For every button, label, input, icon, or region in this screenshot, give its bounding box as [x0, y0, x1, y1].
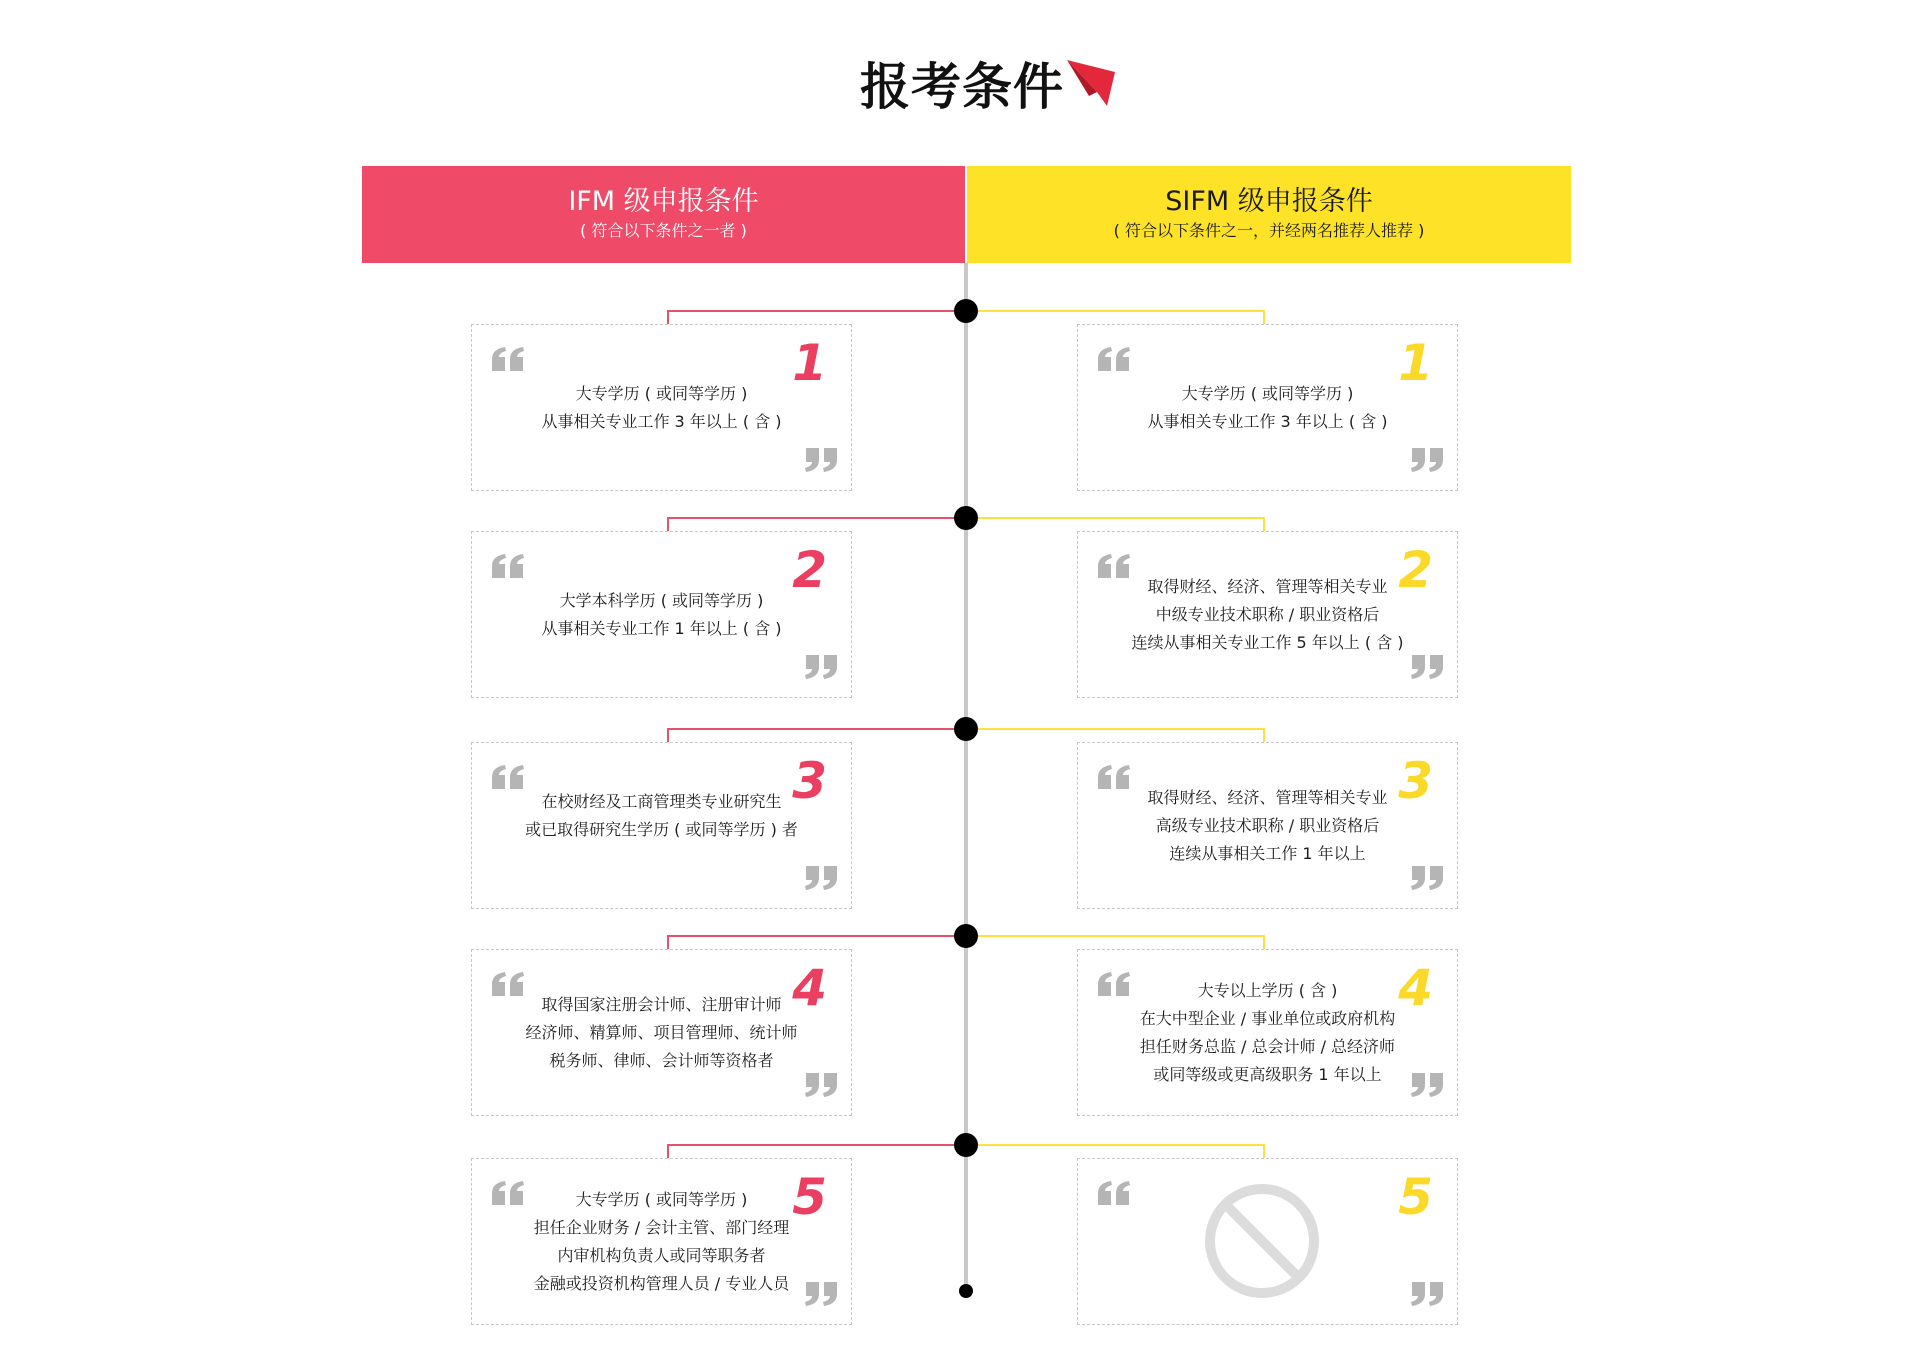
close-quote-icon	[803, 866, 839, 890]
condition-line: 中级专业技术职称 / 职业资格后	[1155, 604, 1380, 624]
timeline-node	[954, 506, 978, 530]
condition-number: 2	[792, 541, 827, 599]
sifm-header-title: SIFM 级申报条件	[1165, 186, 1373, 217]
condition-text	[1106, 532, 1429, 697]
condition-line: 税务师、律师、会计师等资格者	[549, 1050, 774, 1070]
red-flag-icon	[1067, 60, 1117, 110]
condition-line: 取得财经、经济、管理等相关专业	[1147, 787, 1388, 807]
close-quote-icon	[1409, 1282, 1445, 1306]
condition-number: 1	[1398, 334, 1433, 392]
sifm-condition-card-2	[1077, 531, 1458, 698]
condition-line: 担任企业财务 / 会计主管、部门经理	[533, 1217, 790, 1237]
condition-text	[1106, 325, 1429, 490]
page-title: 报考条件	[860, 58, 1064, 116]
condition-line: 高级专业技术职称 / 职业资格后	[1155, 815, 1380, 835]
condition-line: 大专以上学历 ( 含 )	[1197, 980, 1338, 1000]
condition-text	[500, 325, 823, 490]
condition-line: 连续从事相关工作 1 年以上	[1169, 843, 1366, 863]
connector-row-1	[668, 299, 1264, 325]
condition-number: 3	[1398, 752, 1433, 810]
condition-text	[500, 532, 823, 697]
close-quote-icon	[803, 1073, 839, 1097]
condition-text	[500, 723, 823, 908]
close-quote-icon	[1409, 448, 1445, 472]
condition-line: 金融或投资机构管理人员 / 专业人员	[533, 1273, 790, 1293]
sifm-header-subtitle: ( 符合以下条件之一，并经两名推荐人推荐 )	[1113, 221, 1425, 240]
timeline-node	[954, 1133, 978, 1157]
ifm-header-title: IFM 级申报条件	[568, 186, 759, 217]
sifm-header	[967, 166, 1571, 263]
condition-line: 或已取得研究生学历 ( 或同等学历 ) 者	[525, 819, 798, 839]
condition-line: 在大中型企业 / 事业单位或政府机构	[1139, 1008, 1396, 1028]
condition-line: 在校财经及工商管理类专业研究生	[541, 791, 782, 811]
open-quote-icon	[1096, 1181, 1132, 1205]
ifm-condition-card-5	[471, 1158, 852, 1325]
ifm-condition-card-3	[471, 742, 852, 909]
connector-row-2	[668, 506, 1264, 532]
timeline-node	[954, 924, 978, 948]
sifm-condition-card-4	[1077, 949, 1458, 1116]
prohibited-icon	[1202, 1181, 1322, 1301]
close-quote-icon	[1409, 1073, 1445, 1097]
sifm-condition-card-5	[1077, 1158, 1458, 1325]
condition-line: 取得国家注册会计师、注册审计师	[541, 994, 782, 1014]
timeline-end-dot	[959, 1284, 973, 1298]
sifm-condition-card-3	[1077, 742, 1458, 909]
condition-text	[1106, 743, 1429, 908]
timeline-node	[954, 299, 978, 323]
close-quote-icon	[803, 655, 839, 679]
condition-line: 从事相关专业工作 3 年以上 ( 含 )	[541, 411, 782, 431]
condition-number: 4	[1398, 959, 1433, 1017]
condition-text	[1106, 950, 1429, 1115]
close-quote-icon	[1409, 866, 1445, 890]
condition-line: 内审机构负责人或同等职务者	[557, 1245, 766, 1265]
condition-line: 连续从事相关专业工作 5 年以上 ( 含 )	[1131, 632, 1404, 652]
condition-line: 从事相关专业工作 3 年以上 ( 含 )	[1147, 411, 1388, 431]
ifm-header	[362, 166, 965, 263]
close-quote-icon	[1409, 655, 1445, 679]
condition-number: 5	[792, 1168, 827, 1226]
condition-number: 1	[792, 334, 827, 392]
connector-row-5	[668, 1133, 1264, 1159]
condition-line: 大专学历 ( 或同等学历 )	[575, 1189, 748, 1209]
condition-line: 大学本科学历 ( 或同等学历 )	[559, 590, 764, 610]
condition-number: 2	[1398, 541, 1433, 599]
condition-text	[500, 1159, 823, 1324]
close-quote-icon	[803, 1282, 839, 1306]
condition-text	[500, 950, 823, 1115]
condition-line: 或同等级或更高级职务 1 年以上	[1153, 1064, 1382, 1084]
sifm-condition-card-1	[1077, 324, 1458, 491]
timeline-node	[954, 717, 978, 741]
condition-line: 担任财务总监 / 总会计师 / 总经济师	[1139, 1036, 1396, 1056]
ifm-condition-card-4	[471, 949, 852, 1116]
condition-number: 4	[792, 959, 827, 1017]
condition-number: 5	[1398, 1168, 1433, 1226]
condition-line: 大专学历 ( 或同等学历 )	[575, 383, 748, 403]
condition-number: 3	[792, 752, 827, 810]
condition-line: 大专学历 ( 或同等学历 )	[1181, 383, 1354, 403]
ifm-header-subtitle: ( 符合以下条件之一者 )	[580, 221, 747, 240]
ifm-condition-card-2	[471, 531, 852, 698]
condition-line: 从事相关专业工作 1 年以上 ( 含 )	[541, 618, 782, 638]
condition-line: 经济师、精算师、项目管理师、统计师	[525, 1022, 798, 1042]
condition-line: 取得财经、经济、管理等相关专业	[1147, 576, 1388, 596]
close-quote-icon	[803, 448, 839, 472]
connector-row-4	[668, 924, 1264, 950]
ifm-condition-card-1	[471, 324, 852, 491]
